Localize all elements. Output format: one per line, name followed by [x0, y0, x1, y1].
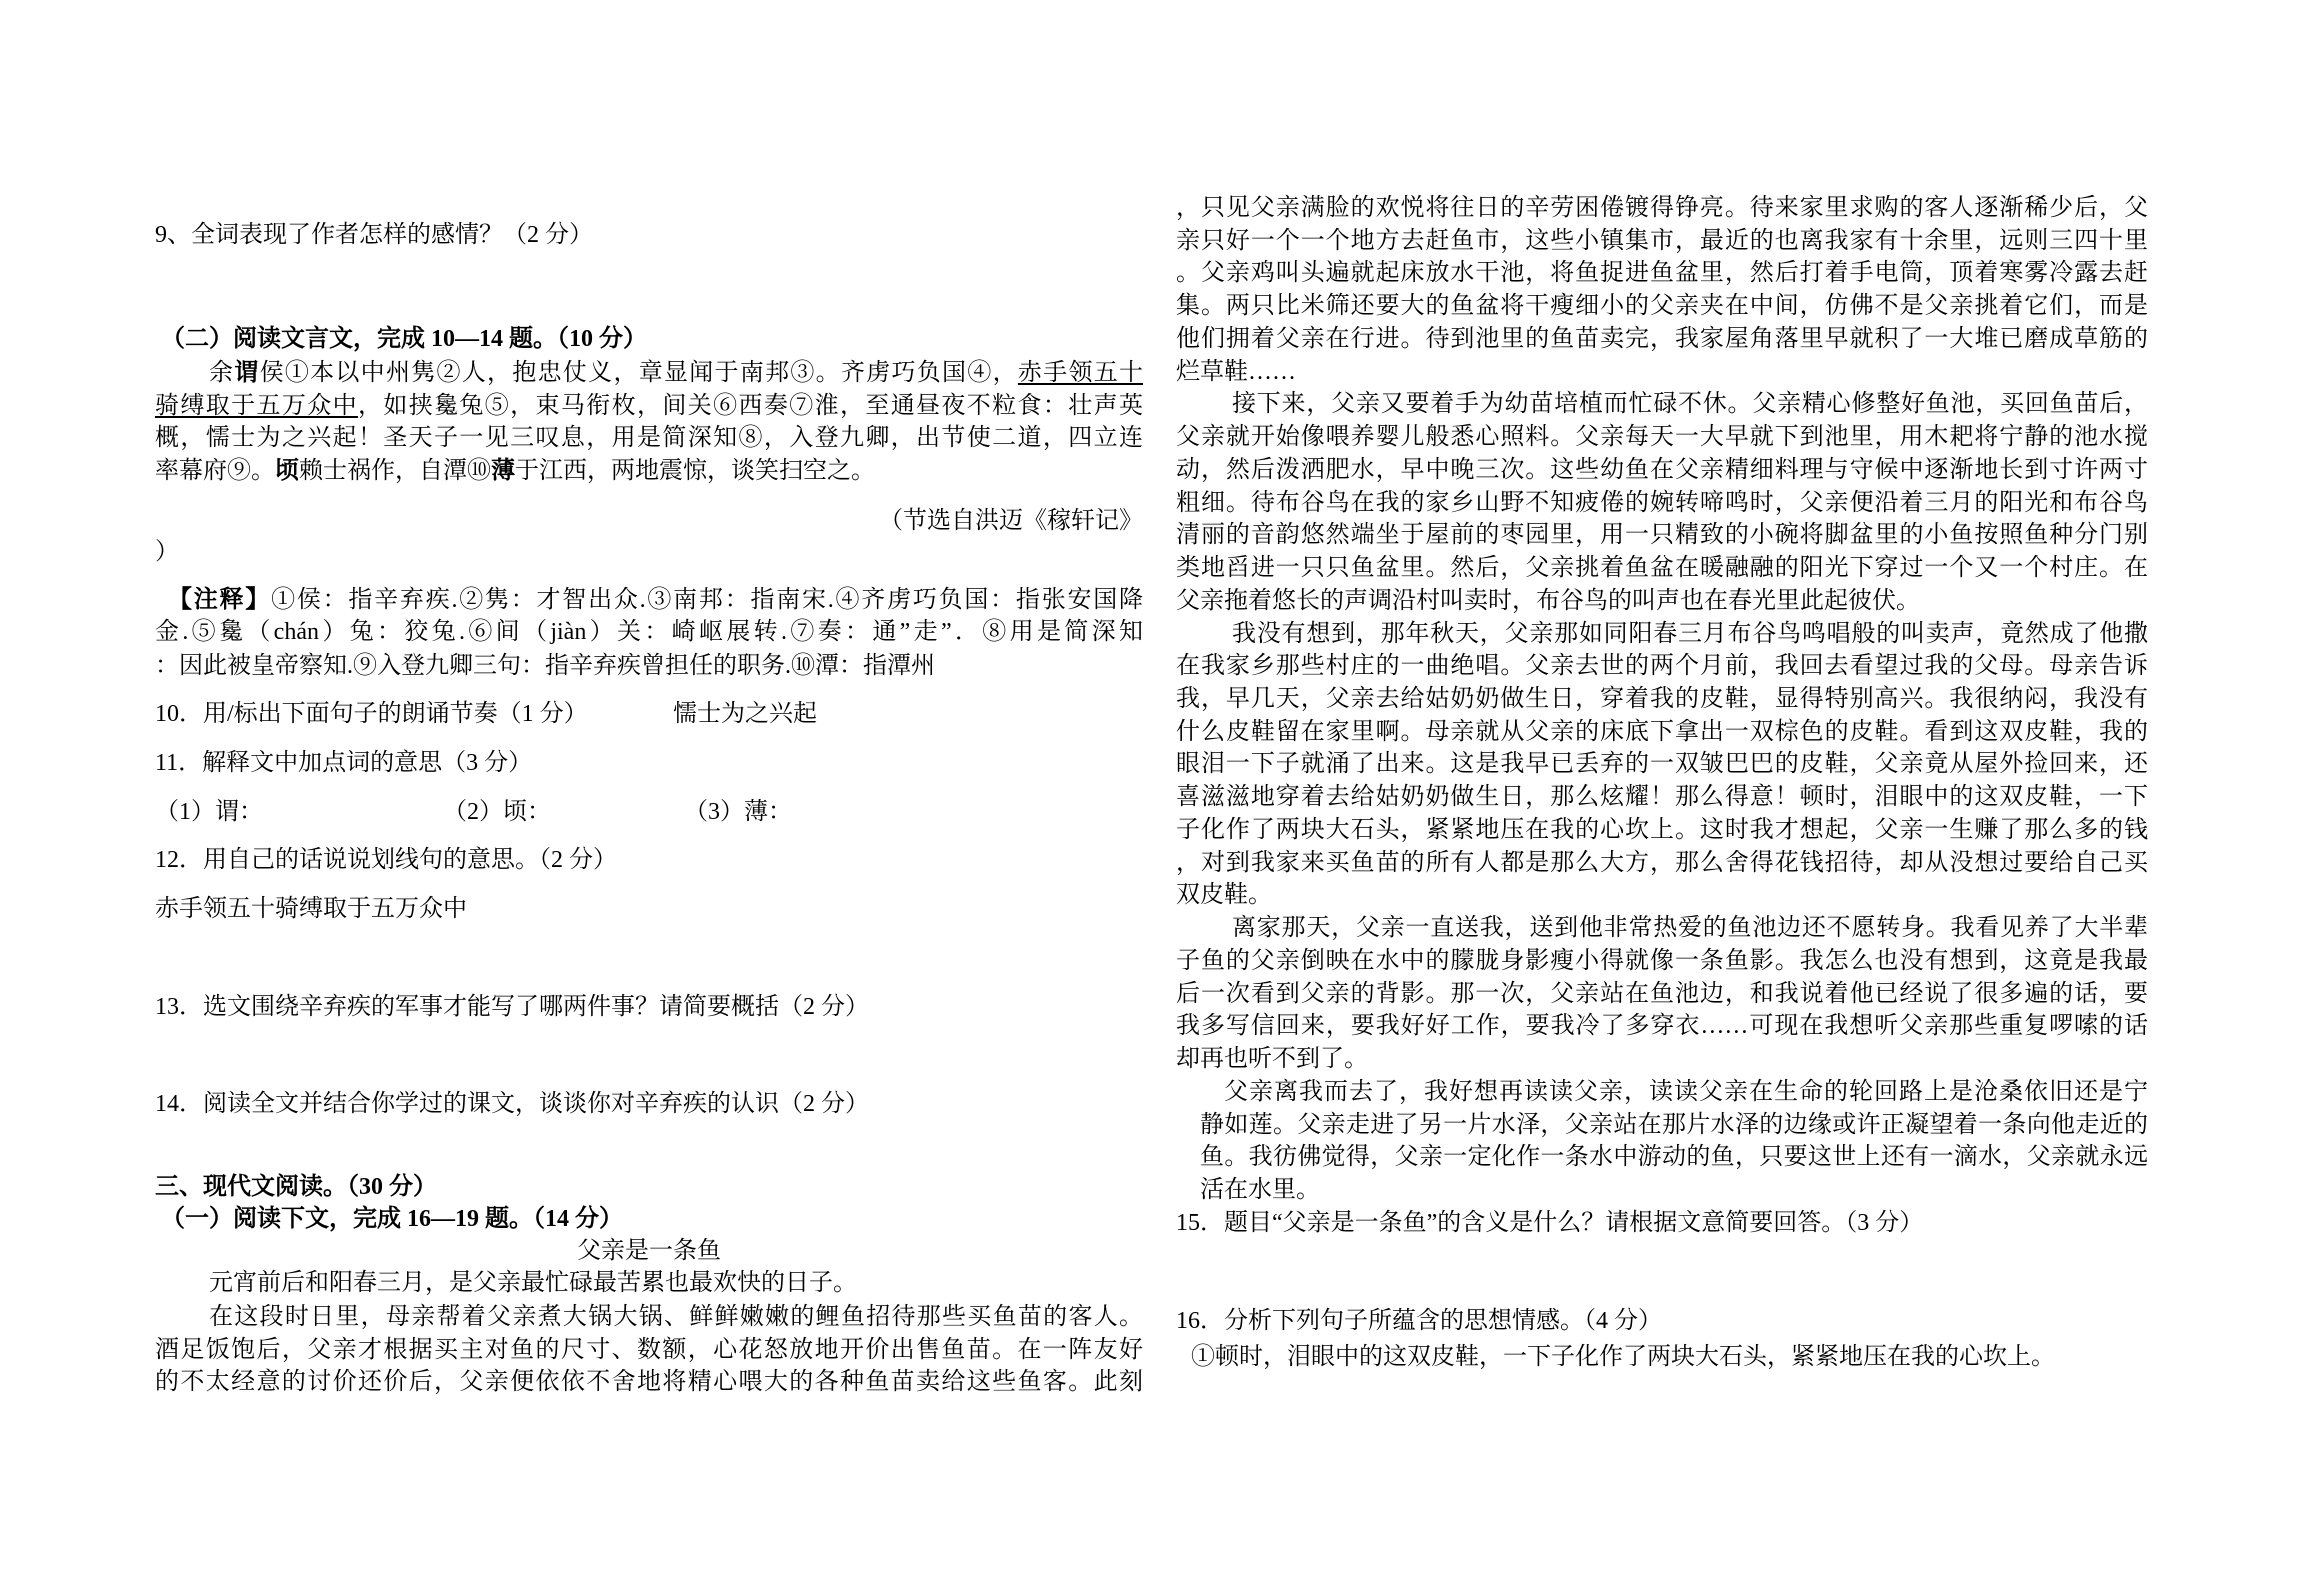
passage-line-1 — [155, 357, 1143, 390]
essay-line: 我没有想到，那年秋天，父亲那如同阳春三月布谷鸟鸣唱般的叫卖声，竟然成了他撒 — [1232, 620, 2148, 647]
question-11-item-1: （1）谓： — [155, 799, 263, 825]
question-14: 14．阅读全文并结合你学过的课文，谈谈你对辛弃疾的认识（2 分） — [155, 1091, 869, 1117]
essay-line: 却再也听不到了。 — [1176, 1046, 1368, 1073]
essay-line: 静如莲。父亲走进了另一片水泽，父亲站在那片水泽的边缘或许正凝望着一条向他走近的 — [1200, 1111, 2148, 1138]
essay-line: ，只见父亲满脸的欢悦将往日的辛劳困倦镀得铮亮。待来家里求购的客人逐渐稀少后，父 — [1176, 195, 2148, 221]
right-column — [1176, 192, 2148, 1240]
essay-line: 烂草鞋…… — [1176, 358, 1296, 385]
essay-line: 元宵前后和阳春三月，是父亲最忙碌最苦累也最欢快的日子。 — [209, 1270, 857, 1296]
question-12: 12．用自己的话说说划线句的意思。（2 分） — [155, 847, 617, 873]
question-10-sentence: 懦士为之兴起 — [673, 701, 817, 727]
underlined-sentence-part-1: 赤手领五十 — [1017, 360, 1144, 386]
question-11-item-2: （2）顷： — [443, 799, 551, 825]
essay-line: 父亲拖着悠长的声调沿村叫卖时，布谷鸟的叫声也在春光里此起彼伏。 — [1176, 587, 1920, 614]
essay-line: 我多写信回来，要我好好工作，要我冷了多穿衣……可现在我想听父亲那些重复啰嗦的话 — [1176, 1013, 2148, 1040]
essay-line: 清丽的音韵悠然端坐于屋前的枣园里，用一只精致的小碗将脚盆里的小鱼按照鱼种分门别 — [1176, 522, 2148, 549]
essay-line: 的不太经意的讨价还价后，父亲便依依不舍地将精心喂大的各种鱼苗卖给这些鱼客。此刻 — [155, 1369, 1143, 1395]
passage-source-end: ） — [155, 539, 179, 565]
dotted-word-qing: 顷 — [275, 458, 299, 484]
essay-line: 在这段时日里，母亲帮着父亲煮大锅大锅、鲜鲜嫩嫩的鲤鱼招待那些买鱼苗的客人。 — [209, 1304, 1143, 1330]
essay-line: 活在水里。 — [1200, 1177, 1320, 1204]
essay-line: 离家那天，父亲一直送我，送到他非常热爱的鱼池边还不愿转身。我看见养了大半辈 — [1232, 915, 2148, 942]
notes-label: 【注释】 — [168, 587, 272, 613]
essay-line: 集。两只比米筛还要大的鱼盆将干瘦细小的父亲夹在中间，仿佛不是父亲挑着它们，而是 — [1176, 293, 2148, 320]
essay-line: 喜滋滋地穿着去给姑奶奶做生日，那么炫耀！那么得意！顿时，泪眼中的这双皮鞋，一下 — [1176, 784, 2148, 811]
passage-line-2 — [155, 390, 1143, 423]
question-11: 11．解释文中加点词的意思（3 分） — [155, 750, 533, 776]
notes-line-1 — [155, 584, 1143, 617]
passage-text: 余 — [209, 360, 235, 386]
dotted-word-bo: 薄 — [491, 458, 515, 484]
essay-line: 子鱼的父亲倒映在水中的朦胧身影瘦小得就像一条鱼影。我怎么也没有想到，这竟是我最 — [1176, 947, 2148, 974]
question-16-item-1: ①顿时，泪眼中的这双皮鞋，一下子化作了两块大石头，紧紧地压在我的心坎上。 — [1191, 1344, 2055, 1370]
section-3-subheading: （一）阅读下文，完成 16—19 题。（14 分） — [161, 1206, 623, 1232]
essay-line: 什么皮鞋留在家里啊。母亲就从父亲的床底下拿出一双棕色的皮鞋。看到这双皮鞋，我的 — [1176, 718, 2148, 745]
essay-line: 。父亲鸡叫头遍就起床放水干池，将鱼捉进鱼盆里，然后打着手电筒，顶着寒雾冷露去赶 — [1176, 260, 2148, 287]
essay-line: 父亲离我而去了，我好想再读读父亲，读读父亲在生命的轮回路上是沧桑依旧还是宁 — [1224, 1078, 2148, 1105]
essay-line: 动，然后泼洒肥水，早中晚三次。这些幼鱼在父亲精细料理与守候中逐渐地长到寸许两寸 — [1176, 456, 2148, 483]
essay-line: 眼泪一下子就涌了出来。这是我早已丢弃的一双皱巴巴的皮鞋，父亲竟从屋外捡回来，还 — [1176, 751, 2148, 778]
passage-source: （节选自洪迈《稼轩记》 — [879, 508, 1143, 534]
essay-line: 子化作了两块大石头，紧紧地压在我的心坎上。这时我才想起，父亲一生赚了那么多的钱 — [1176, 816, 2148, 843]
question-15: 15．题目“父亲是一条鱼”的含义是什么？请根据文意简要回答。（3 分） — [1176, 1209, 1924, 1236]
passage-text: 侯①本以中州隽②人，抱忠仗义，章显闻于南邦③。齐虏巧负国④， — [259, 360, 1018, 386]
passage-text: 于江西，两地震惊，谈笑扫空之。 — [515, 458, 875, 484]
essay-line: 粗细。待布谷鸟在我的家乡山野不知疲倦的婉转啼鸣时，父亲便沿着三月的阳光和布谷鸟 — [1176, 489, 2148, 516]
dotted-word-wei: 谓 — [234, 360, 260, 386]
essay-line: 酒足饭饱后，父亲才根据买主对鱼的尺寸、数额，心花怒放地开价出售鱼苗。在一阵友好 — [155, 1337, 1143, 1363]
essay-line: 亲只好一个一个地方去赶鱼市，这些小镇集市，最近的也离我家有十余里，远则三四十里 — [1176, 227, 2148, 254]
passage-text: ，如挟毚兔⑤，束马衔枚，间关⑥西奏⑦淮，至通昼夜不粒食：壮声英 — [357, 393, 1144, 419]
question-16: 16．分析下列句子所蕴含的思想情感。（4 分） — [1176, 1308, 1662, 1334]
section-3-heading: 三、现代文阅读。（30 分） — [155, 1174, 437, 1200]
question-10: 10．用/标出下面句子的朗诵节奏（1 分） — [155, 701, 588, 727]
essay-line: ，对到我家来买鱼苗的所有人都是那么大方，那么舍得花钱招待，却从没想过要给自己买 — [1176, 849, 2148, 876]
notes-text: ①侯：指辛弃疾.②隽：才智出众.③南邦：指南宋.④齐虏巧负国：指张安国降 — [271, 587, 1143, 613]
essay-line: 在我家乡那些村庄的一曲绝唱。父亲去世的两个月前，我回去看望过我的父母。母亲告诉 — [1176, 653, 2148, 680]
essay-title: 父亲是一条鱼 — [577, 1238, 721, 1264]
underlined-sentence-part-2: 骑缚取于五万众中 — [155, 393, 358, 419]
question-12-sentence: 赤手领五十骑缚取于五万众中 — [155, 896, 467, 922]
essay-line: 后一次看到父亲的背影。那一次，父亲站在鱼池边，和我说着他已经说了很多遍的话，要 — [1176, 980, 2148, 1007]
notes-line-3: ：因此被皇帝察知.⑨入登九卿三句：指辛弃疾曾担任的职务.⑩潭：指潭州 — [155, 653, 935, 679]
notes-line-2: 金.⑤毚（chán）兔：狡兔.⑥间（jiàn）关：崎岖展转.⑦奏：通”走”．⑧用是简深知 — [155, 619, 1143, 645]
essay-line: 他们拥着父亲在行进。待到池里的鱼苗卖完，我家屋角落里早就积了一大堆已磨成草筋的 — [1176, 325, 2148, 352]
passage-line-3: 概，懦士为之兴起！圣天子一见三叹息，用是简深知⑧，入登九卿，出节使二道，四立连 — [155, 425, 1143, 451]
essay-line: 父亲就开始像喂养婴儿般悉心照料。父亲每天一大早就下到池里，用木耙将宁静的池水搅 — [1176, 424, 2148, 451]
essay-line: 我，早几天，父亲去给姑奶奶做生日，穿着我的皮鞋，显得特别高兴。我很纳闷，我没有 — [1176, 686, 2148, 713]
passage-text: 率幕府⑨。 — [155, 458, 275, 484]
question-9: 9、全词表现了作者怎样的感情？（2 分） — [155, 222, 593, 248]
essay-line: 双皮鞋。 — [1176, 882, 1272, 909]
essay-line: 鱼。我彷佛觉得，父亲一定化作一条水中游动的鱼，只要这世上还有一滴水，父亲就永远 — [1200, 1144, 2148, 1171]
essay-line: 类地舀进一只只鱼盆里。然后，父亲挑着鱼盆在暖融融的阳光下穿过一个又一个村庄。在 — [1176, 555, 2148, 582]
question-13: 13．选文围绕辛弃疾的军事才能写了哪两件事？请简要概括（2 分） — [155, 994, 869, 1020]
passage-line-4 — [155, 455, 1143, 488]
section-2-heading: （二）阅读文言文，完成 10—14 题。（10 分） — [161, 326, 647, 352]
passage-text: 赖士祸作，自潭⑩ — [299, 458, 491, 484]
question-11-item-3: （3）薄： — [684, 799, 792, 825]
essay-line: 接下来，父亲又要着手为幼苗培植而忙碌不休。父亲精心修整好鱼池，买回鱼苗后， — [1232, 391, 2148, 418]
